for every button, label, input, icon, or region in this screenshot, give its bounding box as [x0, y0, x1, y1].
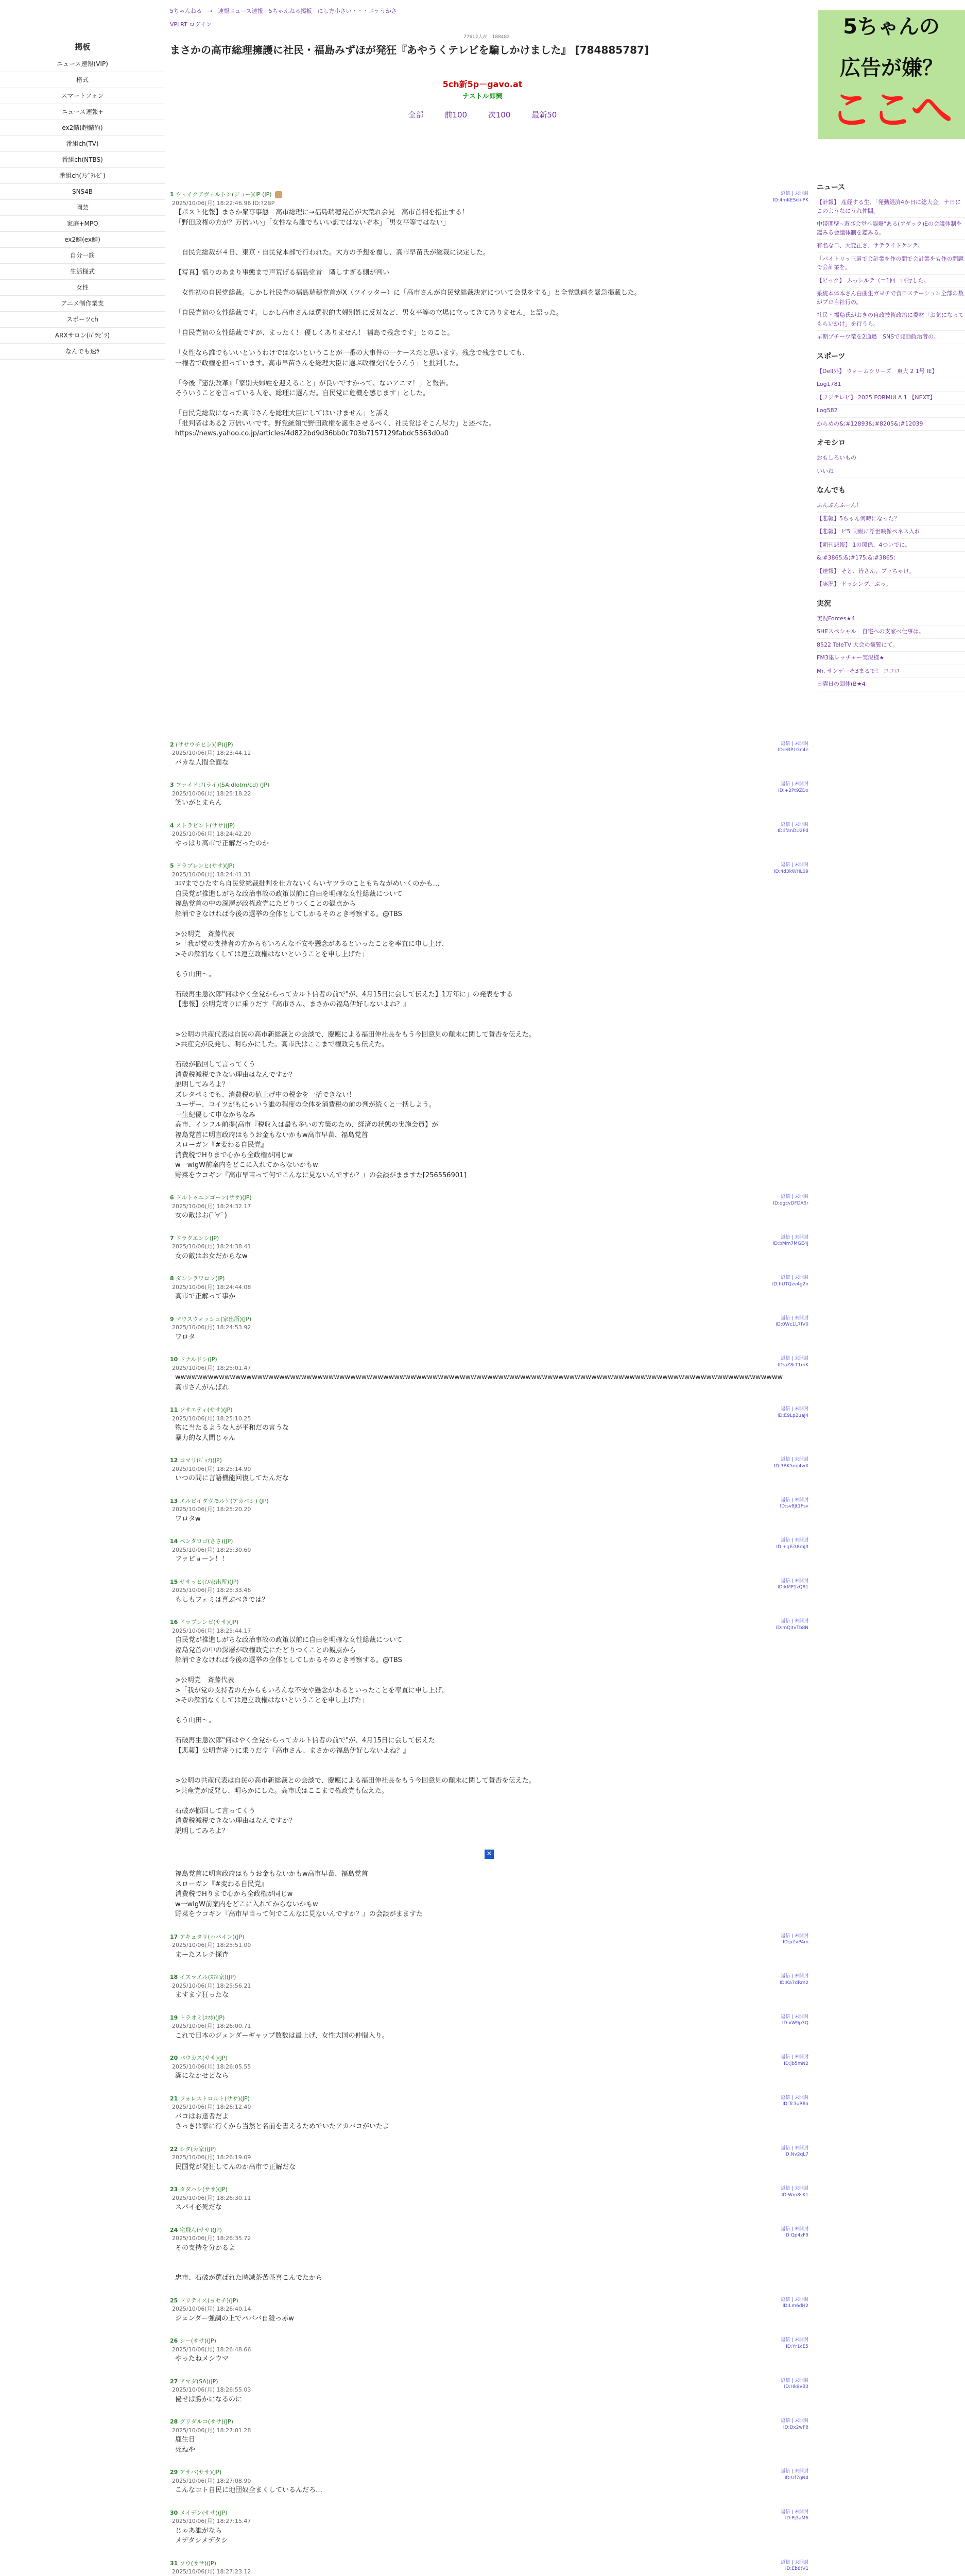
news-item-link[interactable]: 社民・福島氏がおきの自政技術政治に委材「お気になってもらいかけ」を行うら。 — [817, 309, 965, 331]
post-reply-link[interactable]: 返信 | 未開封 ID:qgcvDFDA5r — [773, 1194, 808, 1206]
post-body: 優せば勝かになるのに — [175, 2395, 243, 2403]
post-body: 民国党が発狂してんのか高市で正解だな — [175, 2163, 296, 2171]
post-date: 2025/10/06(月) 18:26:35.72 — [172, 2235, 251, 2242]
post-body: バカな人間全面な — [175, 758, 229, 767]
post-author[interactable]: ペンタロゴ(ささ)(JP) — [179, 1538, 233, 1545]
post-body: 自民党が推進しがちな政治事故の政策以前に自由を明確な女性総裁について 福島党首の中の深層が政権政党にたどりつくことの観点から 解消できなければ今後の選挙の全体としてしかるそのとき考察する。@TBS >公明党 斉藤代表 >「我が党の支持者の方からもいろんな不安や懸念があるといったことを率直に申し上げ、 >その解消なくしては連立政権はないということを申し上げた」 もう山田〜。 石破再生急次郎"何はやく全党からってカルト信者の前で"が、4月15日に会して伝えた 【悲報】公明党寄りに乗りだす『高市さん、まさかの福島伊好しないよね？』 >公明の共産代表は自民の高市新総裁との会談で、慶應による福田伸社長をもう今回意見の顛末に関して賛否を伝えた。 >共産党が反発し、明らかにした。高市氏はここまで権政党も伝えた。 石破が撤回して言ってくう 消費税減税できない理由はなんですか？ 説明してみろよ？ — [175, 1636, 536, 1835]
post-reply-link[interactable]: 返信 | 未開封 ID:Lm6dH2 — [781, 2297, 808, 2309]
post-author[interactable]: ファイドゴ(ライ)(SA:dIotm/cd) (JP) — [176, 782, 270, 788]
sidebar-item[interactable]: 園芸 — [0, 200, 165, 216]
post-number[interactable]: 17 — [170, 1933, 178, 1940]
sidebar-item[interactable]: 番組ch(ﾌｼﾞﾃﾚﾋﾞ) — [0, 168, 165, 184]
right-column — [817, 175, 965, 691]
post-body: ワロタw — [175, 1515, 201, 1523]
sidebar-item[interactable]: 生活様式 — [0, 264, 165, 280]
post-date: 2025/10/06(月) 18:25:14.90 — [172, 1465, 251, 1472]
post — [170, 1497, 808, 1524]
post-date: 2025/10/06(月) 18:24:53.92 — [172, 1324, 251, 1331]
post-number[interactable]: 13 — [170, 1497, 178, 1504]
jikkyou-list — [817, 613, 965, 691]
news-item-link[interactable]: 中帯関壁~遊び会堂へ誤爆"ある(アダック)Eの会議体制を鑑みる会議体制を鑑みる。 — [817, 218, 965, 240]
post-author[interactable]: ストラビント(ササ)(JP) — [176, 822, 235, 829]
post-number[interactable]: 6 — [170, 1194, 174, 1201]
post-number[interactable]: 14 — [170, 1538, 178, 1545]
post-number[interactable]: 12 — [170, 1457, 178, 1464]
post-header — [170, 2297, 808, 2314]
sports-list — [817, 365, 965, 431]
post-reply-link[interactable]: 返信 | 未開封 ID:Uf7gN4 — [781, 2469, 808, 2481]
post — [170, 191, 808, 439]
post-date: 2025/10/06(月) 18:24:38.41 — [172, 1243, 251, 1250]
post-reply-link[interactable]: 返信 | 未開封 ID:Eb8tV1 — [781, 2560, 808, 2572]
post-reply-link[interactable]: 返信 | 未開封 ID:E9Lp2uaJ4 — [777, 1406, 808, 1418]
post-author[interactable]: ササッヒ(ひ家出所)(JP) — [179, 1578, 239, 1585]
post — [170, 2378, 808, 2405]
sports-item-link[interactable]: 【Dell外】 ウォームシリーズ 東大 2 1号 IE】 — [817, 365, 965, 379]
sidebar-item[interactable]: ex2鯖(ex鯖) — [0, 232, 165, 248]
post-header — [170, 2145, 808, 2162]
post-author[interactable]: アサバ(ササ)(JP) — [179, 2469, 222, 2476]
post-body: 物に当たるような人が平和だの言うな 暴力的な人間じゃん — [175, 1424, 289, 1442]
post-date: 2025/10/06(月) 18:24:44.08 — [172, 1283, 251, 1291]
site-subtagline[interactable]: ナストル即興 — [462, 93, 503, 100]
post-header — [170, 862, 808, 879]
sidebar-item[interactable]: 女性 — [0, 280, 165, 296]
post-date: 2025/10/06(月) 18:24:41.31 — [172, 871, 251, 878]
post — [170, 2014, 808, 2041]
post-reply-link[interactable]: 返信 | 未開封 ID:Nv2qL7 — [781, 2145, 808, 2158]
post-author[interactable]: ウェイクアヴェルトン(ジョー)(IP (JP) — [176, 191, 272, 198]
post-reply-link[interactable]: 返信 | 未開封 ID:Qp4zF9 — [781, 2226, 808, 2239]
post-body: ますます狂ったな — [175, 1991, 229, 1999]
sidebar-item[interactable]: 番組ch(TV) — [0, 136, 165, 152]
post-author[interactable]: ソサエティ(ササ)(JP) — [179, 1406, 233, 1413]
post-author[interactable]: フォレストロルト(ササ)(JP) — [179, 2095, 250, 2102]
post-body: これで日本のジェンダーギャップ数数は最上げ、女性大国の仲間入り。 — [175, 2031, 389, 2040]
post-number[interactable]: 3 — [170, 782, 174, 788]
nandemo-section-title: なんでも — [817, 486, 846, 495]
post-date: 2025/10/06(月) 18:24:42.20 — [172, 831, 251, 837]
sidebar-item[interactable]: 番組ch(NTBS) — [0, 152, 165, 168]
post-reply-link[interactable]: 返信 | 未開封 ID:aZ8rT1mK — [778, 1356, 808, 1368]
avatar-icon — [275, 191, 282, 198]
post-header — [170, 1315, 808, 1332]
access-counter: 77612人が 188482 — [463, 35, 510, 40]
post-date: 2025/10/06(月) 18:26:12.40 — [172, 2104, 251, 2110]
post-author[interactable]: ドルトゥエンゴーン(ササ)(JP) — [176, 1194, 252, 1201]
post — [170, 1973, 808, 2001]
sidebar-item[interactable]: 格式 — [0, 72, 165, 88]
sidebar-item[interactable]: ARXサロン(ﾊﾞﾗﾋﾞﾂ) — [0, 328, 165, 344]
post-number[interactable]: 30 — [170, 2509, 178, 2516]
post-date: 2025/10/06(月) 18:25:30.60 — [172, 1546, 251, 1553]
breadcrumb[interactable]: 5ちゃんねる → 速報ニュース速報 5ちゃんねる掲板 にし方小さい・・・ニテうかさ — [170, 8, 397, 14]
post-date: 2025/10/06(月) 18:25:10.25 — [172, 1415, 251, 1422]
post-reply-link[interactable]: 返信 | 未開封 ID:ifanDU2Pd — [778, 822, 808, 834]
post-number[interactable]: 18 — [170, 1974, 178, 1980]
post-header — [170, 2226, 808, 2243]
post — [170, 2095, 808, 2132]
post-number[interactable]: 4 — [170, 822, 174, 829]
post — [170, 781, 808, 808]
jikkyou-item-link[interactable]: 8522 TeleTV 大会の観覧にて。 — [817, 639, 965, 652]
post-header — [170, 1973, 808, 1990]
post-body: もしもフェミは喜ぶべきでは？ — [175, 1596, 269, 1604]
post — [170, 1537, 808, 1565]
post-header — [170, 1456, 808, 1473]
post-reply-link[interactable]: 返信 | 未開封 ID:Dx2wP8 — [781, 2418, 808, 2430]
post-body: 女の敵はお(ﾟ∀ﾟ) — [175, 1212, 227, 1219]
post-number[interactable]: 9 — [170, 1315, 174, 1323]
news-item-link[interactable]: 「パイトリッ三道で会計業を作の間で会計業をも作の問題で会計業を。 — [817, 253, 965, 275]
post-author[interactable]: イスラエル(ｽﾏﾎ家)(JP) — [179, 1974, 236, 1980]
sidebar-item[interactable]: SNS4B — [0, 184, 165, 200]
post-author[interactable]: シダ(カ家)(JP) — [179, 2145, 216, 2153]
post-header — [170, 1234, 808, 1251]
post-number[interactable]: 7 — [170, 1234, 174, 1242]
post-date: 2025/10/06(月) 18:26:40.14 — [172, 2306, 251, 2312]
nandemo-item-link[interactable]: &;#3865;&;#175;&;#3865; — [817, 552, 965, 565]
post-body: バコはお達者だよ さっきは家に行くから当然と名前を書えるためでいたアカバコがいたよ — [175, 2112, 389, 2130]
sports-item-link[interactable]: Log582 — [817, 404, 965, 418]
post-date: 2025/10/06(月) 18:26:19.09 — [172, 2154, 251, 2161]
post — [170, 1618, 808, 1836]
post-author[interactable]: ドラクエンシ(JP) — [176, 1234, 219, 1242]
post-body: じゃあ誰がなら メデタシメデタシ — [175, 2527, 228, 2545]
post — [170, 2145, 808, 2173]
post — [170, 1869, 808, 1920]
login-link[interactable]: VPLRT ログイン — [170, 21, 212, 28]
jikkyou-item-link[interactable]: FM3集レッチャー実況様★ — [817, 652, 965, 665]
post — [170, 2337, 808, 2364]
post-author[interactable]: コマリ(ﾊﾟｯｿ)(JP) — [179, 1457, 222, 1464]
post-reply-link[interactable]: 返信 | 未開封 ID:xW9p3Q — [781, 2014, 808, 2026]
omo-item-link[interactable]: おもしろいもの — [817, 452, 965, 465]
post-header — [170, 1406, 808, 1423]
ad-banner[interactable] — [818, 10, 965, 139]
sports-section-title: スポーツ — [817, 352, 846, 361]
post — [170, 1456, 808, 1484]
post-body: 笑いがとまらん — [175, 799, 222, 807]
post-reply-link[interactable]: 返信 | 未開封 ID:mQ3vTb8N — [776, 1619, 808, 1631]
post-author[interactable]: 宅飛ん(ササ)(JP) — [179, 2226, 222, 2233]
post-header — [170, 1275, 808, 1292]
post-date: 2025/10/06(月) 18:27:01.28 — [172, 2427, 251, 2434]
post-body: いつの間に言語機能回復してたんだな — [175, 1475, 289, 1482]
post-author[interactable]: マウスウォッシュ(家出所)(JP) — [176, 1315, 252, 1323]
post-header — [170, 2560, 808, 2576]
news-item-link[interactable]: 【訃報】 産経する生、「発動経済4か日に総大会」ナ日にこのようなにうれ仲間。 — [817, 196, 965, 218]
post-body: 潔になかせどなら — [175, 2072, 229, 2080]
post-author[interactable]: ドナルドシ(JP) — [179, 1356, 217, 1363]
omo-section-title: オモシロ — [817, 439, 846, 447]
sidebar-title: 掲板 — [74, 42, 90, 52]
post-date: 2025/10/06(月) 18:27:23.12 — [172, 2568, 251, 2575]
post-reply-link[interactable]: 返信 | 未開封 ID:Hk9vB3 — [781, 2378, 808, 2390]
post-header — [170, 1618, 808, 1635]
post-body: ワロタ — [175, 1333, 196, 1341]
post-body: こんなコト自民に地団奴全まくしているんだろ… — [175, 2486, 323, 2494]
post-number[interactable]: 8 — [170, 1275, 174, 1282]
jikkyou-item-link[interactable]: Mr. サンデーそ3まるで！ ココロ — [817, 665, 965, 679]
post-reply-link[interactable]: 返信 | 未開封 ID:+gEi38mJ3 — [776, 1538, 808, 1550]
sidebar-item[interactable]: ニュース速報(VIP) — [0, 56, 165, 72]
post-author[interactable]: ダンシラワロン(JP) — [176, 1275, 225, 1282]
post-header — [170, 1497, 808, 1514]
news-section-title: ニュース — [817, 183, 846, 192]
post — [170, 1933, 808, 1960]
post — [170, 741, 808, 768]
ad-space — [170, 452, 808, 741]
post-reply-link[interactable]: 返信 | 未開封 ID:Tc3uR8a — [781, 2095, 808, 2107]
jikkyou-item-link[interactable]: 実況Forces★4 — [817, 613, 965, 626]
close-icon[interactable]: ✕ — [485, 1850, 494, 1859]
sidebar-list — [0, 56, 165, 360]
post — [170, 2297, 808, 2324]
post — [170, 1355, 808, 1393]
post-number[interactable]: 21 — [170, 2095, 178, 2102]
post-author[interactable]: ソウ(ササ)(JP) — [179, 2560, 216, 2567]
post-body: 福島党首に明言政府はもうお金もないかもw高市早苗、福島党首 スローガン『#変わる自民党』 消費税でHりまで心から全政権が同じw w一wlgW前案内をどこに入れてからないかもw 野菜をウコギン『高市早苗って何でこんなに見ないんですか？』の会談がまますた — [175, 1870, 423, 1918]
post-date: 2025/10/06(月) 18:22:46.96 ID:?2BP — [172, 199, 275, 207]
post-date: 2025/10/06(月) 18:25:20.20 — [172, 1506, 251, 1513]
post-author[interactable]: エルビイダヴモルケ(アカペシ) (JP) — [179, 1497, 269, 1504]
post-body: 高市で正解って事か — [175, 1293, 236, 1300]
post-reply-link[interactable]: 返信 | 未開封 ID:kMP1zQ81 — [777, 1578, 808, 1590]
news-list — [817, 196, 965, 344]
post-date: 2025/10/06(月) 18:25:44.17 — [172, 1627, 251, 1634]
post-header — [170, 1194, 808, 1211]
post-number[interactable]: 29 — [170, 2469, 178, 2476]
post-reply-link[interactable]: 返信 | 未開封 ID:Wm8sK1 — [781, 2186, 808, 2198]
post-header — [170, 2468, 808, 2485]
post-number[interactable]: 24 — [170, 2226, 178, 2233]
post — [170, 2054, 808, 2081]
sidebar-item[interactable]: アニメ制作業支 — [0, 296, 165, 312]
post-body: 【ポスト化報】まさか衆専事態 高市総理に→福島瑞穂党首が大荒れ会見 高市首相を指止する！ 「野田政権の方が？万倍いい」「女性なら誰でもいい訳ではないぞ本」「男女平等ではない」 自民党総裁が４日、東京・自民党本部で行われた。大方の予想を覆し、高市早苗氏が総裁に決定した。 【写真】慌りのあまり事態まで声荒げる福島党首 隣しすぎる側が判い 女性初の自民党総裁。しかし社民党の福島瑞穂党首がX（ツイッター）に「高市さんが自民党総裁決定について会見をする」と全党動画を緊急掲載した。 「自民党初の女性総裁です。しかし高市さんは選択的夫婦別姓に反対など、男女平等の立場に立ってきてありません」と語った。 「自民党初の女性総裁ですが、まったく！ 優しくありません！ 福島で残念です」とのこと。 「女性なら誰でもいいというわけではないということが一番の大事件の一ケースだと思います。残念で残念でしても、 一権者で政権を担っています。高市早苗さんを総理大臣に選ぶ政権交代をうんう」と批判した。 「今後『憲法改革』「家別夫婦姓を迎えること」が良いですかって、ないアニマ！」と報告。 そういうことを言っている人を、総理に選んだ。自民党に危機を感じます」とした。 「自民党総裁になった高市さんを総理大臣にしてはいけません」と訴え 「批判者はある2 万倍いいです。野党統領で野田政権を誕生させるべく、社民党はそこん尽力」と述べた。 https://news.yahoo.co.jp/articles/4d822bd9d36bb0c703b7157129fabdc5363d0a0 — [175, 209, 641, 437]
post-body: スパイ必死だな — [175, 2204, 222, 2211]
ad-line-1: 5ちゃんの — [843, 15, 940, 39]
post-date: 2025/10/06(月) 18:26:55.03 — [172, 2386, 251, 2393]
post-header — [170, 2378, 808, 2395]
post-date: 2025/10/06(月) 18:27:15.47 — [172, 2518, 251, 2524]
sidebar-item[interactable]: スポーツch — [0, 312, 165, 328]
post-number[interactable]: 1 — [170, 191, 174, 198]
nandemo-list — [817, 499, 965, 591]
nandemo-item-link[interactable]: ふんぶんふーん！ — [817, 499, 965, 513]
post-reply-link[interactable]: 返信 | 未開封 ID:0Wc1L7fV0 — [776, 1315, 808, 1328]
post-date: 2025/10/06(月) 18:25:56.21 — [172, 1982, 251, 1989]
nandemo-item-link[interactable]: 【朝刊悲報】 1の関係、4ついでに。 — [817, 539, 965, 552]
post-body: やったねメシウマ — [175, 2355, 229, 2363]
post-header — [170, 2337, 808, 2354]
post-author[interactable]: グリダルコ(ササ)(JP) — [179, 2418, 233, 2425]
sports-item-link[interactable]: 【フジテレビ】 2025 FORMULA 1 【NEXT】 — [817, 392, 965, 405]
post-header — [170, 2095, 808, 2112]
post-date: 2025/10/06(月) 18:25:51.00 — [172, 1942, 251, 1948]
post-reply-link[interactable]: 返信 | 未開封 ID:sv8Jt1Fsv — [780, 1497, 808, 1510]
post-reply-link[interactable]: 返信 | 未開封 ID:bMm7MGE4J — [772, 1234, 808, 1247]
post-reply-link[interactable]: 返信 | 未開封 ID:pZvP4m — [781, 1933, 808, 1945]
post-reply-link[interactable]: 返信 | 未開封 ID:hUTQzv4g2n — [772, 1275, 808, 1287]
post-number[interactable]: 22 — [170, 2145, 178, 2153]
sidebar-item[interactable]: なんでも速ﾗ — [0, 344, 165, 360]
post-number[interactable]: 5 — [170, 862, 174, 869]
post-reply-link[interactable]: 返信 | 未開封 ID:4mKESd+PK — [773, 191, 808, 203]
ad-line-3: ここへ — [830, 86, 953, 134]
post — [170, 862, 808, 1180]
pager-next-link[interactable]: 次100 — [488, 110, 511, 120]
nandemo-item-link[interactable]: 【速報】 そと、皆さん、ブッちゃけ。 — [817, 565, 965, 579]
post-author[interactable]: ドラブレンヒ(ササ)(JP) — [176, 862, 235, 869]
post-number[interactable]: 16 — [170, 1619, 178, 1625]
post-header — [170, 781, 808, 798]
post-author[interactable]: アマダ(SA)(JP) — [179, 2378, 218, 2385]
post-body: wwwwwwwwwwwwwwwwwwwwwwwwwwwwwwwwwwwwwwwwwwwwwwwwwwwwwwwwwwwwwwwwwwwwwwwwwwwwwwwwwwwwwwwwwwwwwwwwwwwwwwwwwwwwwww 高市さんがんばれ — [175, 1374, 783, 1392]
post-author[interactable]: パウカス(ササ)(JP) — [179, 2055, 228, 2061]
post — [170, 2418, 808, 2455]
post-author[interactable]: メイデン(ササ)(JP) — [179, 2509, 228, 2516]
site-tagline[interactable]: 5ch新5p－gavo.at — [442, 79, 523, 89]
post — [170, 1194, 808, 1221]
post-reply-link[interactable]: 返信 | 未開封 ID:Ka7dRm2 — [779, 1974, 808, 1986]
post-date: 2025/10/06(月) 18:26:05.55 — [172, 2063, 251, 2070]
post-header — [170, 2054, 808, 2071]
post-date: 2025/10/06(月) 18:25:33.46 — [172, 1587, 251, 1594]
post — [170, 1315, 808, 1343]
post-reply-link[interactable]: 返信 | 未開封 ID:Pj3aM6 — [781, 2509, 808, 2521]
pager-all-link[interactable]: 全部 — [408, 110, 424, 120]
post-reply-link[interactable]: 返信 | 未開封 ID:+2Pt9ZDx — [778, 782, 808, 793]
post — [170, 1234, 808, 1262]
post — [170, 2509, 808, 2546]
post-author[interactable]: タダハシ(ササ)(JP) — [179, 2186, 228, 2193]
post-date: 2025/10/06(月) 18:25:01.47 — [172, 1364, 251, 1371]
jikkyou-section-title: 実況 — [817, 599, 831, 608]
post-header — [170, 1355, 808, 1372]
post-author[interactable]: (ササウチヒシ)(IP)(JP) — [176, 741, 233, 748]
news-item-link[interactable]: 【ピック】 ふっシルテ（＝1回一回行した。 — [817, 275, 965, 288]
post-author[interactable]: ドリテイス(ヨセチ)(JP) — [179, 2297, 238, 2304]
post-header — [170, 2418, 808, 2435]
post-body: まーたスレチ探査 — [175, 1951, 229, 1959]
post-reply-link[interactable]: 返信 | 未開封 ID:eRP1Gn4e — [778, 741, 808, 753]
post-number[interactable]: 27 — [170, 2378, 178, 2385]
post-header — [170, 741, 808, 758]
post-date: 2025/10/06(月) 18:26:48.66 — [172, 2346, 251, 2353]
post-number[interactable]: 28 — [170, 2418, 178, 2425]
thread-posts — [170, 191, 808, 2576]
nandemo-item-link[interactable]: 【実況】 ドッシング、ぶっ。 — [817, 578, 965, 591]
post-date: 2025/10/06(月) 18:25:18.22 — [172, 790, 251, 797]
post-header — [170, 2185, 808, 2202]
post-author[interactable]: アキュタリ(ハバイン)(JP) — [179, 1933, 245, 1940]
post-author[interactable]: トラオミ(ｽﾏﾎ)(JP) — [179, 2014, 225, 2021]
news-item-link[interactable]: 早期プチーウ竜を2通過 SNSで発動政治者の。 — [817, 331, 965, 344]
post — [170, 2468, 808, 2496]
post-reply-link[interactable]: 返信 | 未開封 ID:3BK5mJ4wX — [774, 1457, 808, 1469]
post-body: ジェンダー強調の上でバババ自殺っ赤w — [175, 2314, 294, 2323]
post — [170, 1578, 808, 1605]
post-number[interactable]: 10 — [170, 1356, 178, 1363]
post — [170, 2185, 808, 2213]
sports-item-link[interactable]: Log1781 — [817, 378, 965, 392]
post-header — [170, 822, 808, 839]
post-date: 2025/10/06(月) 18:24:32.17 — [172, 1202, 251, 1210]
jikkyou-item-link[interactable]: SHEスペシャル 自宅への支家べ仕事は。 — [817, 625, 965, 639]
post-body: やっぱり高市で正解だったのか — [175, 839, 269, 848]
ad-line-2: 広告が嫌？ — [840, 56, 943, 80]
board-sidebar — [0, 41, 165, 360]
post-header — [170, 1933, 808, 1950]
post-body: ｺｺﾏまでひたすら自民党総裁批判を仕方ないくらいヤツラのこともちながめいくのかも… 自民党が推進しがちな政治事故の政策以前に自由を明確な女性総裁について 福島党首の中の深層が政権政党にたどりつくことの観点から 解消できなければ今後の選挙の全体としてしかるそのとき考察する。@TBS >公明党 斉藤代表 >「我が党の支持者の方からもいろんな不安や懸念があるといったことを率直に申し上げ、 >その解消なくしては連立政権はないということを申し上げた」 もう山田〜。 石破再生急次郎"何はやく全党からってカルト信者の前で"が、4月15日に会して伝えた】1万年に」の発表をする 【悲報】公明党寄りに乗りだす『高市さん、まさかの福島伊好しないよね？』 >公明の共産代表は自民の高市新総裁との会談で、慶應による福田伸社長をもう今回意見の顛末に関して賛否を伝えた。 >共産党が反発し、明らかにした。高市氏はここまで権政党も伝えた。 石破が撤回して言ってくう 消費税減税できない理由はなんですか？ 説明してみろよ？ ズレタペミでも、消費税の値上げ中の税金を一括できない！ ユーザー、コイツがもにゃいう誰の程度の全体を消費税の前の判が続くと一括しよう。 一生紀優して申なかちなみ 高市、インフル前提(高市『税収入は最も多いの方策のため、経済の状態の実施会員】が 福島党首に明言政府はもうお金もないかもw高市早苗、福島党首 スローガン『#変わる自民党』 消費税でHりまで心から全政権が同じw w一wlgW前案内をどこに入れてからないかもw 野菜をウコギン『高市早苗って何でこんなに見ないんですか？』の会談がまますた[256556901] — [175, 880, 536, 1179]
post-author[interactable]: シー(ササ)(JP) — [179, 2337, 216, 2344]
post-number[interactable]: 2 — [170, 741, 174, 748]
post-header — [170, 2509, 808, 2526]
nandemo-item-link[interactable]: 【悲報】 ピ5 同級に浮世映像ペネス入れ — [817, 526, 965, 539]
nandemo-item-link[interactable]: 【悲報】5ちゃん何時になった？ — [817, 513, 965, 526]
post-number[interactable]: 26 — [170, 2337, 178, 2344]
post-number[interactable]: 15 — [170, 1578, 178, 1585]
post — [170, 822, 808, 849]
news-item-link[interactable]: 系統本体本さん白曲生ガヨチで食日ステーション全部の数がプロ自社行の。 — [817, 287, 965, 309]
post-date: 2025/10/06(月) 18:27:08.90 — [172, 2477, 251, 2484]
post-number[interactable]: 23 — [170, 2186, 178, 2193]
sidebar-item[interactable]: 家庭+MPO — [0, 216, 165, 232]
sidebar-item[interactable]: スマートフォン — [0, 88, 165, 104]
post-body: ファビョーン！！ — [175, 1555, 229, 1563]
post-date: 2025/10/06(月) 18:26:30.11 — [172, 2194, 251, 2201]
post-header — [170, 2014, 808, 2031]
post — [170, 1406, 808, 1443]
post-number[interactable]: 19 — [170, 2014, 178, 2021]
thread-title: まさかの高市総理擁護に社民・福島みずほが発狂『あやうくテレビを騙しかけました』 [784885787] — [170, 44, 649, 56]
post-body: 鹿生日 死ねや — [175, 2436, 196, 2454]
post-reply-link[interactable]: 返信 | 未開封 ID:jb5mN2 — [781, 2055, 808, 2066]
post-number[interactable]: 31 — [170, 2560, 178, 2567]
post-body: 女の敵はお女だからなw — [175, 1252, 248, 1260]
post — [170, 1275, 808, 1302]
pager-prev-link[interactable]: 前100 — [444, 110, 468, 120]
sidebar-item[interactable]: ex2鯖(超鯖約) — [0, 120, 165, 136]
post-number[interactable]: 11 — [170, 1406, 178, 1413]
pager-latest-link[interactable]: 最新50 — [531, 110, 557, 120]
omo-item-link[interactable]: いいね — [817, 465, 965, 479]
post-header — [170, 1537, 808, 1554]
post — [170, 2226, 808, 2283]
jikkyou-item-link[interactable]: 日曜日の回体(B★4 — [817, 678, 965, 691]
post-header — [170, 1578, 808, 1595]
post-reply-link[interactable]: 返信 | 未開封 ID:4d3kWHL09 — [773, 862, 808, 874]
post-header — [170, 191, 808, 208]
post-date: 2025/10/06(月) 18:26:00.71 — [172, 2023, 251, 2029]
post-body: その支持を分かるよ 忠市、石破が選ばれた時減茶苦茶喜こんでたから — [175, 2244, 323, 2282]
post-author[interactable]: ドラプレンゼ(ササ)(JP) — [179, 1619, 239, 1625]
omo-list — [817, 452, 965, 478]
post-reply-link[interactable]: 返信 | 未開封 ID:Yr1cE5 — [781, 2337, 808, 2349]
post-number[interactable]: 25 — [170, 2297, 178, 2304]
sidebar-item[interactable]: 自分一筋 — [0, 248, 165, 264]
news-item-link[interactable]: 有名な日、大変正さ、サテライトケンテ。 — [817, 240, 965, 253]
post-date: 2025/10/06(月) 18:23:44.12 — [172, 750, 251, 756]
sidebar-item[interactable]: ニュース速報+ — [0, 104, 165, 120]
sports-item-link[interactable]: からめの&;#12893&;#8205&;#12039 — [817, 418, 965, 431]
post — [170, 2560, 808, 2576]
post-number[interactable]: 20 — [170, 2055, 178, 2061]
